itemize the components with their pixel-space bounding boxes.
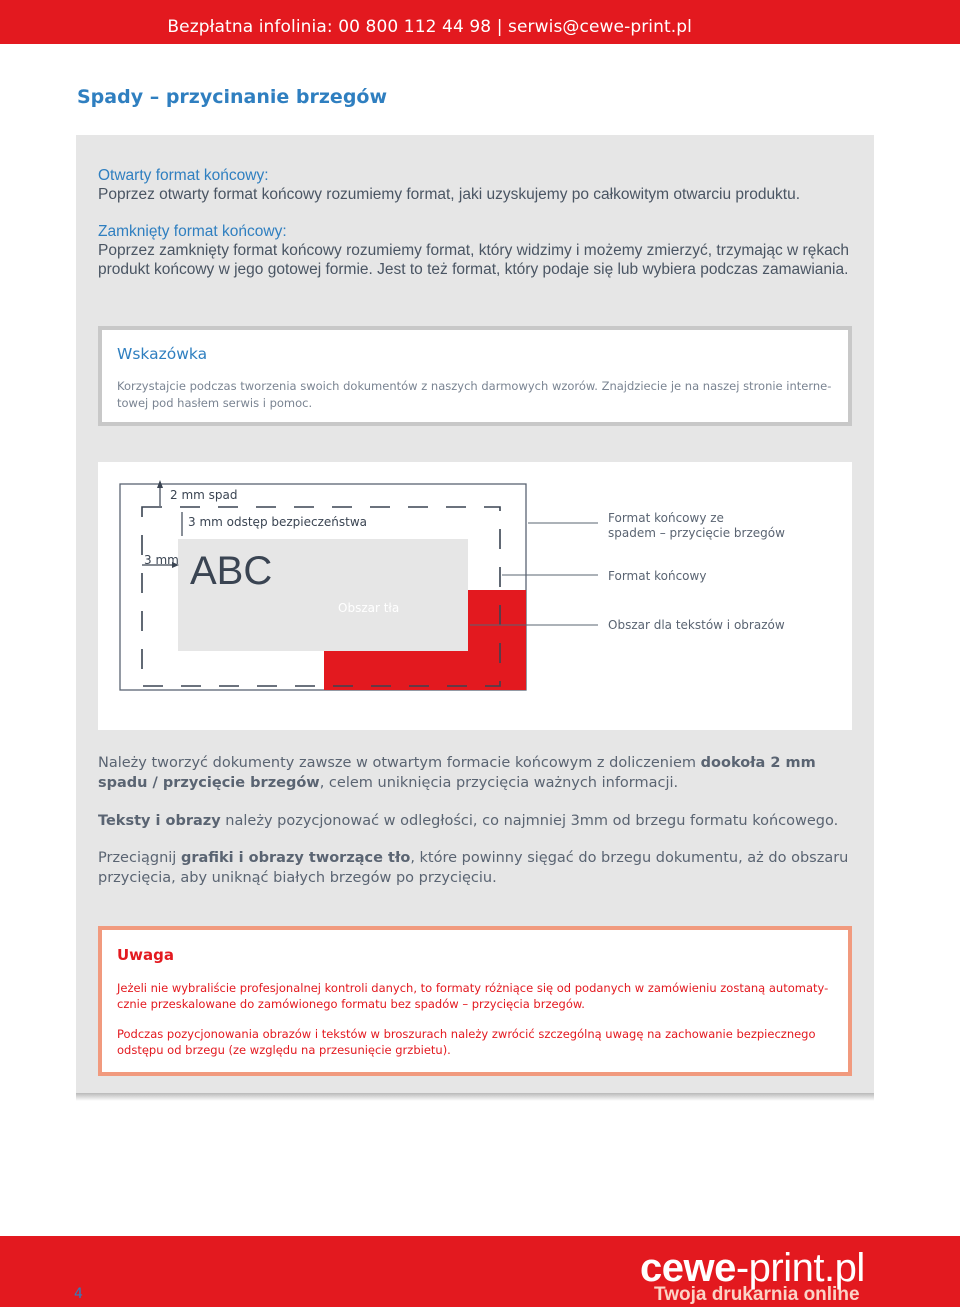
background-label: Obszar tła [338, 601, 400, 615]
legend-label-1: Format końcowy ze [608, 511, 724, 525]
page-number: 4 [74, 1286, 83, 1302]
open-format-text: Poprzez otwarty format końcowy rozumiemy format, jaki uzyskujemy po całkowitym otwarciu produktu. [98, 186, 801, 203]
background-instruction [98, 848, 858, 888]
bleed-diagram [98, 462, 852, 730]
margin-label: 3 mm [144, 553, 179, 567]
top-header-bar [0, 0, 960, 44]
bleed-label: 2 mm spad [170, 488, 238, 502]
positioning-text: należy pozycjonować w odległości, co najmniej 3mm od brzegu formatu końcowego. [220, 813, 839, 829]
bleed-instruction-text: Należy tworzyć dokumenty zawsze w otwartym formacie końcowym z doliczeniem [98, 755, 701, 771]
background-instruction-bold: grafiki i obrazy tworzące tło [180, 850, 411, 866]
page-title: Spady – przycinanie brzegów [77, 86, 388, 108]
warning-text-1: Jeżeli nie wybraliście profesjonalnej kontroli danych, to formaty różniące się od podanych w zamówieniu zostaną automaty-cznie przeskalowane do zamówionego formatu bez spadów – przycięcia brzegów. [117, 981, 829, 1011]
hotline-info: Bezpłatna infolinia: 00 800 112 44 98 | serwis@cewe-print.pl [167, 17, 692, 37]
closed-format-heading: Zamknięty format końcowy: [98, 223, 287, 240]
bleed-instruction-bold: dookoła 2 mm spadu / przycięcie brzegów [98, 755, 816, 791]
closed-format-section [98, 222, 858, 279]
legend-label-3: Obszar dla tekstów i obrazów [608, 618, 785, 632]
bleed-instruction-end: , celem uniknięcia przycięcia ważnych informacji. [319, 775, 679, 791]
safety-label: 3 mm odstęp bezpieczeństwa [188, 515, 368, 529]
open-format-section [98, 166, 858, 204]
closed-format-text: Poprzez zamknięty format końcowy rozumiemy format, który widzimy i możemy zmierzyć, trzymając w rękach produkt końcowy w jego gotowej formie. Jest to też format, który podaje się lub wybiera podczas zamawiania. [98, 242, 850, 278]
background-instruction-end: , które powinny sięgać do brzegu dokumentu, aż do obszaru przycięcia, aby uniknąć białych brzegów po przycięciu. [98, 850, 849, 886]
positioning-bold: Teksty i obrazy [98, 813, 221, 829]
legend-label-1b: spadem – przycięcie brzegów [608, 526, 785, 540]
bleed-diagram-svg [98, 462, 852, 730]
logo-rest: -print.pl [735, 1246, 865, 1290]
legend-label-2: Format końcowy [608, 569, 707, 583]
hint-box [98, 326, 852, 426]
hint-text: Korzystajcie podczas tworzenia swoich dokumentów z naszych darmowych wzorów. Znajdziecie je na naszej stronie interne-towej pod hasłem serwis i pomoc. [117, 379, 832, 410]
open-format-heading: Otwarty format końcowy: [98, 167, 269, 184]
logo-bold: cewe [640, 1246, 736, 1290]
warning-box [98, 926, 852, 1076]
tagline: Twoja drukarnia online [654, 1284, 860, 1305]
abc-sample: ABC [190, 549, 273, 593]
background-instruction-start: Przeciągnij [98, 850, 181, 866]
panel-shadow [76, 1093, 874, 1101]
bleed-instruction [98, 753, 858, 793]
positioning-instruction [98, 811, 858, 831]
hint-title: Wskazówka [117, 345, 208, 363]
warning-title: Uwaga [117, 946, 175, 964]
warning-text-2: Podczas pozycjonowania obrazów i tekstów w broszurach należy zwrócić szczególną uwagę na zachowanie bezpiecznego odstępu od brzegu (ze względu na przesunięcie grzbietu). [117, 1027, 816, 1057]
